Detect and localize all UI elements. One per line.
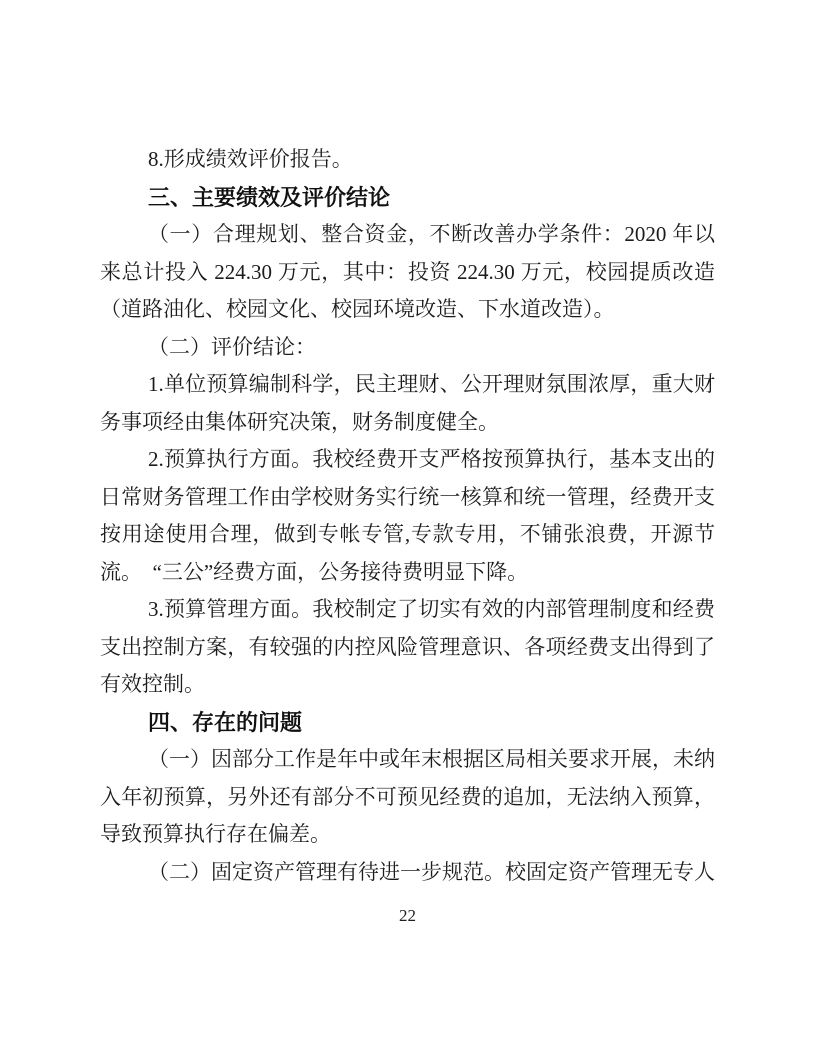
- section-heading-4: 四、存在的问题: [148, 709, 303, 735]
- paragraph-problem-2: （二）固定资产管理有待进一步规范。校固定资产管理无专人: [148, 859, 715, 884]
- paragraph-problem-1: （一）因部分工作是年中或年末根据区局相关要求开展，未纳入年初预算，另外还有部分不可预见经费的追加，无法纳入预算，导致预算执行存在偏差。: [100, 747, 715, 846]
- paragraph-evaluation-intro: （二）评价结论：: [148, 334, 316, 359]
- paragraph-planning-funds: （一）合理规划、整合资金，不断改善办学条件：2020 年以来总计投入 224.30 万元，其中：投资 224.30 万元，校园提质改造（道路油化、校园文化、校园环境改造、下水道改造）。: [100, 222, 715, 321]
- section-heading-3: 三、主要绩效及评价结论: [148, 184, 391, 210]
- paragraph-budget-management: 3.预算管理方面。我校制定了切实有效的内部管理制度和经费支出控制方案，有较强的内控风险管理意识、各项经费支出得到了有效控制。: [100, 597, 715, 696]
- document-body: [100, 141, 715, 891]
- paragraph-budget-execution: 2.预算执行方面。我校经费开支严格按预算执行，基本支出的日常财务管理工作由学校财务实行统一核算和统一管理，经费开支按用途使用合理，做到专帐专管,专款专用，不铺张浪费，开源节流。 “三公”经费方面，公务接待费明显下降。: [100, 447, 715, 584]
- paragraph-report-step: 8.形成绩效评价报告。: [148, 147, 353, 171]
- page-number: 22: [399, 906, 416, 925]
- paragraph-budget-compilation: 1.单位预算编制科学，民主理财、公开理财氛围浓厚，重大财务事项经由集体研究决策，财务制度健全。: [100, 372, 715, 434]
